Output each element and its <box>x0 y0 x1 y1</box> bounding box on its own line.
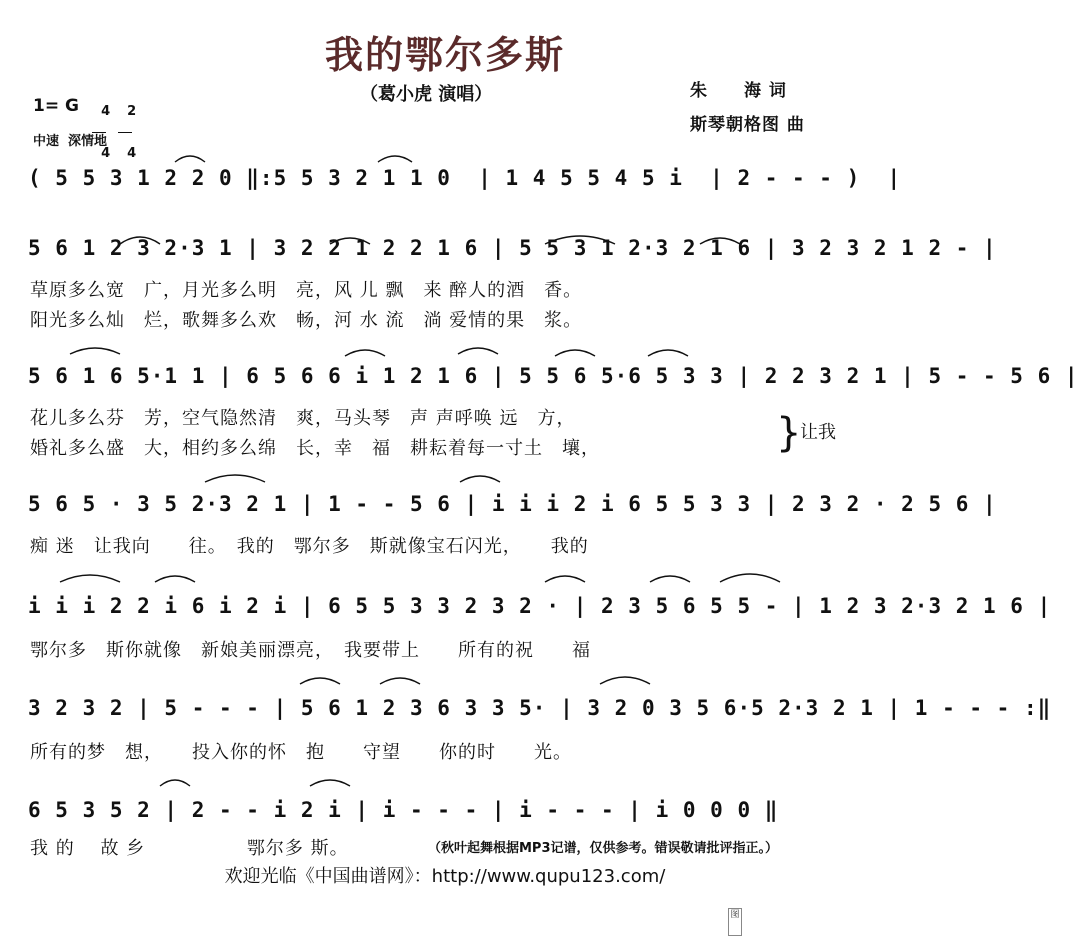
lyric-line-3-verse-2: 婚礼多么盛 大，相约多么绵 长，幸 福 耕耘着每一寸土 壤， <box>30 438 600 459</box>
key-signature: 1= G <box>33 96 79 116</box>
song-title: 我的鄂尔多斯 <box>324 33 565 77</box>
lyric-line-2-verse-2: 阳光多么灿 烂，歌舞多么欢 畅，河 水 流 淌 爱情的果 浆。 <box>30 310 583 331</box>
score-line-5: i i i 2 2 i 6 i 2 i | 6 5 5 3 3 2 3 2 · | 2 3 5 6 5 5 - | 1 2 3 2·3 2 1 6 | <box>28 594 1052 618</box>
meter-a-num: 4 <box>101 104 111 119</box>
lyric-line-3-verse-1: 花儿多么芬 芳，空气隐然清 爽，马头琴 声 声呼唤 远 方， <box>30 408 576 429</box>
score-line-3: 5 6 1 6 5·1 1 | 6 5 6 6 i 1 2 1 6 | 5 5 6 5·6 5 3 3 | 2 2 3 2 1 | 5 - - 5 6 | <box>28 364 1079 388</box>
lyric-line-7: 我 的 故 乡 鄂尔多 斯。 <box>30 838 349 859</box>
lyric-line-6: 所有的梦 想， 投入你的怀 抱 守望 你的时 光。 <box>30 742 572 763</box>
lyric-line-5: 鄂尔多 斯你就像 新娘美丽漂亮， 我要带上 所有的祝 福 <box>30 640 591 661</box>
site-footer: 欢迎光临《中国曲谱网》：http://www.qupu123.com/ <box>224 866 666 887</box>
lyric-line-4: 痴 迷 让我向 往。 我的 鄂尔多 斯就像宝石闪光， 我的 <box>30 536 589 557</box>
verse-brace: } <box>776 410 802 456</box>
transcription-note: （秋叶起舞根据MP3记谱，仅供参考。错误敬请批评指正。） <box>428 841 779 856</box>
score-line-1: ( 5 5 3 1 2 2 0 ‖:5 5 3 2 1 1 0 | 1 4 5 5 4 5 i | 2 - - - ) | <box>28 166 902 190</box>
lyricist-credit: 朱 海 词 <box>690 81 787 101</box>
corner-watermark: 图 <box>728 908 742 936</box>
lyric-line-2-verse-1: 草原多么宽 广，月光多么明 亮，风 儿 飘 来 醉人的酒 香。 <box>30 280 583 301</box>
composer-credit: 斯琴朝格图 曲 <box>690 115 805 135</box>
score-line-7: 6 5 3 5 2 | 2 - - i 2 i | i - - - | i - - - | i 0 0 0 ‖ <box>28 798 779 822</box>
score-line-4: 5 6 5 · 3 5 2·3 2 1 | 1 - - 5 6 | i i i 2 i 6 5 5 3 3 | 2 3 2 · 2 5 6 | <box>28 492 997 516</box>
tempo-marking: 中速 深情地 <box>33 134 108 149</box>
meter-a-den: 4 <box>101 146 111 161</box>
pickup-lyric: 让我 <box>800 422 836 443</box>
meter-b-num: 2 <box>127 104 137 119</box>
score-line-6: 3 2 3 2 | 5 - - - | 5 6 1 2 3 6 3 3 5· | 3 2 0 3 5 6·5 2·3 2 1 | 1 - - - :‖ <box>28 696 1052 720</box>
meter-b-den: 4 <box>127 146 137 161</box>
singer-credit: （葛小虎 演唱） <box>360 84 493 105</box>
score-line-2: 5 6 1 2 3 2·3 1 | 3 2 2 1 2 2 1 6 | 5 5 3 1 2·3 2 1 6 | 3 2 3 2 1 2 - | <box>28 236 997 260</box>
